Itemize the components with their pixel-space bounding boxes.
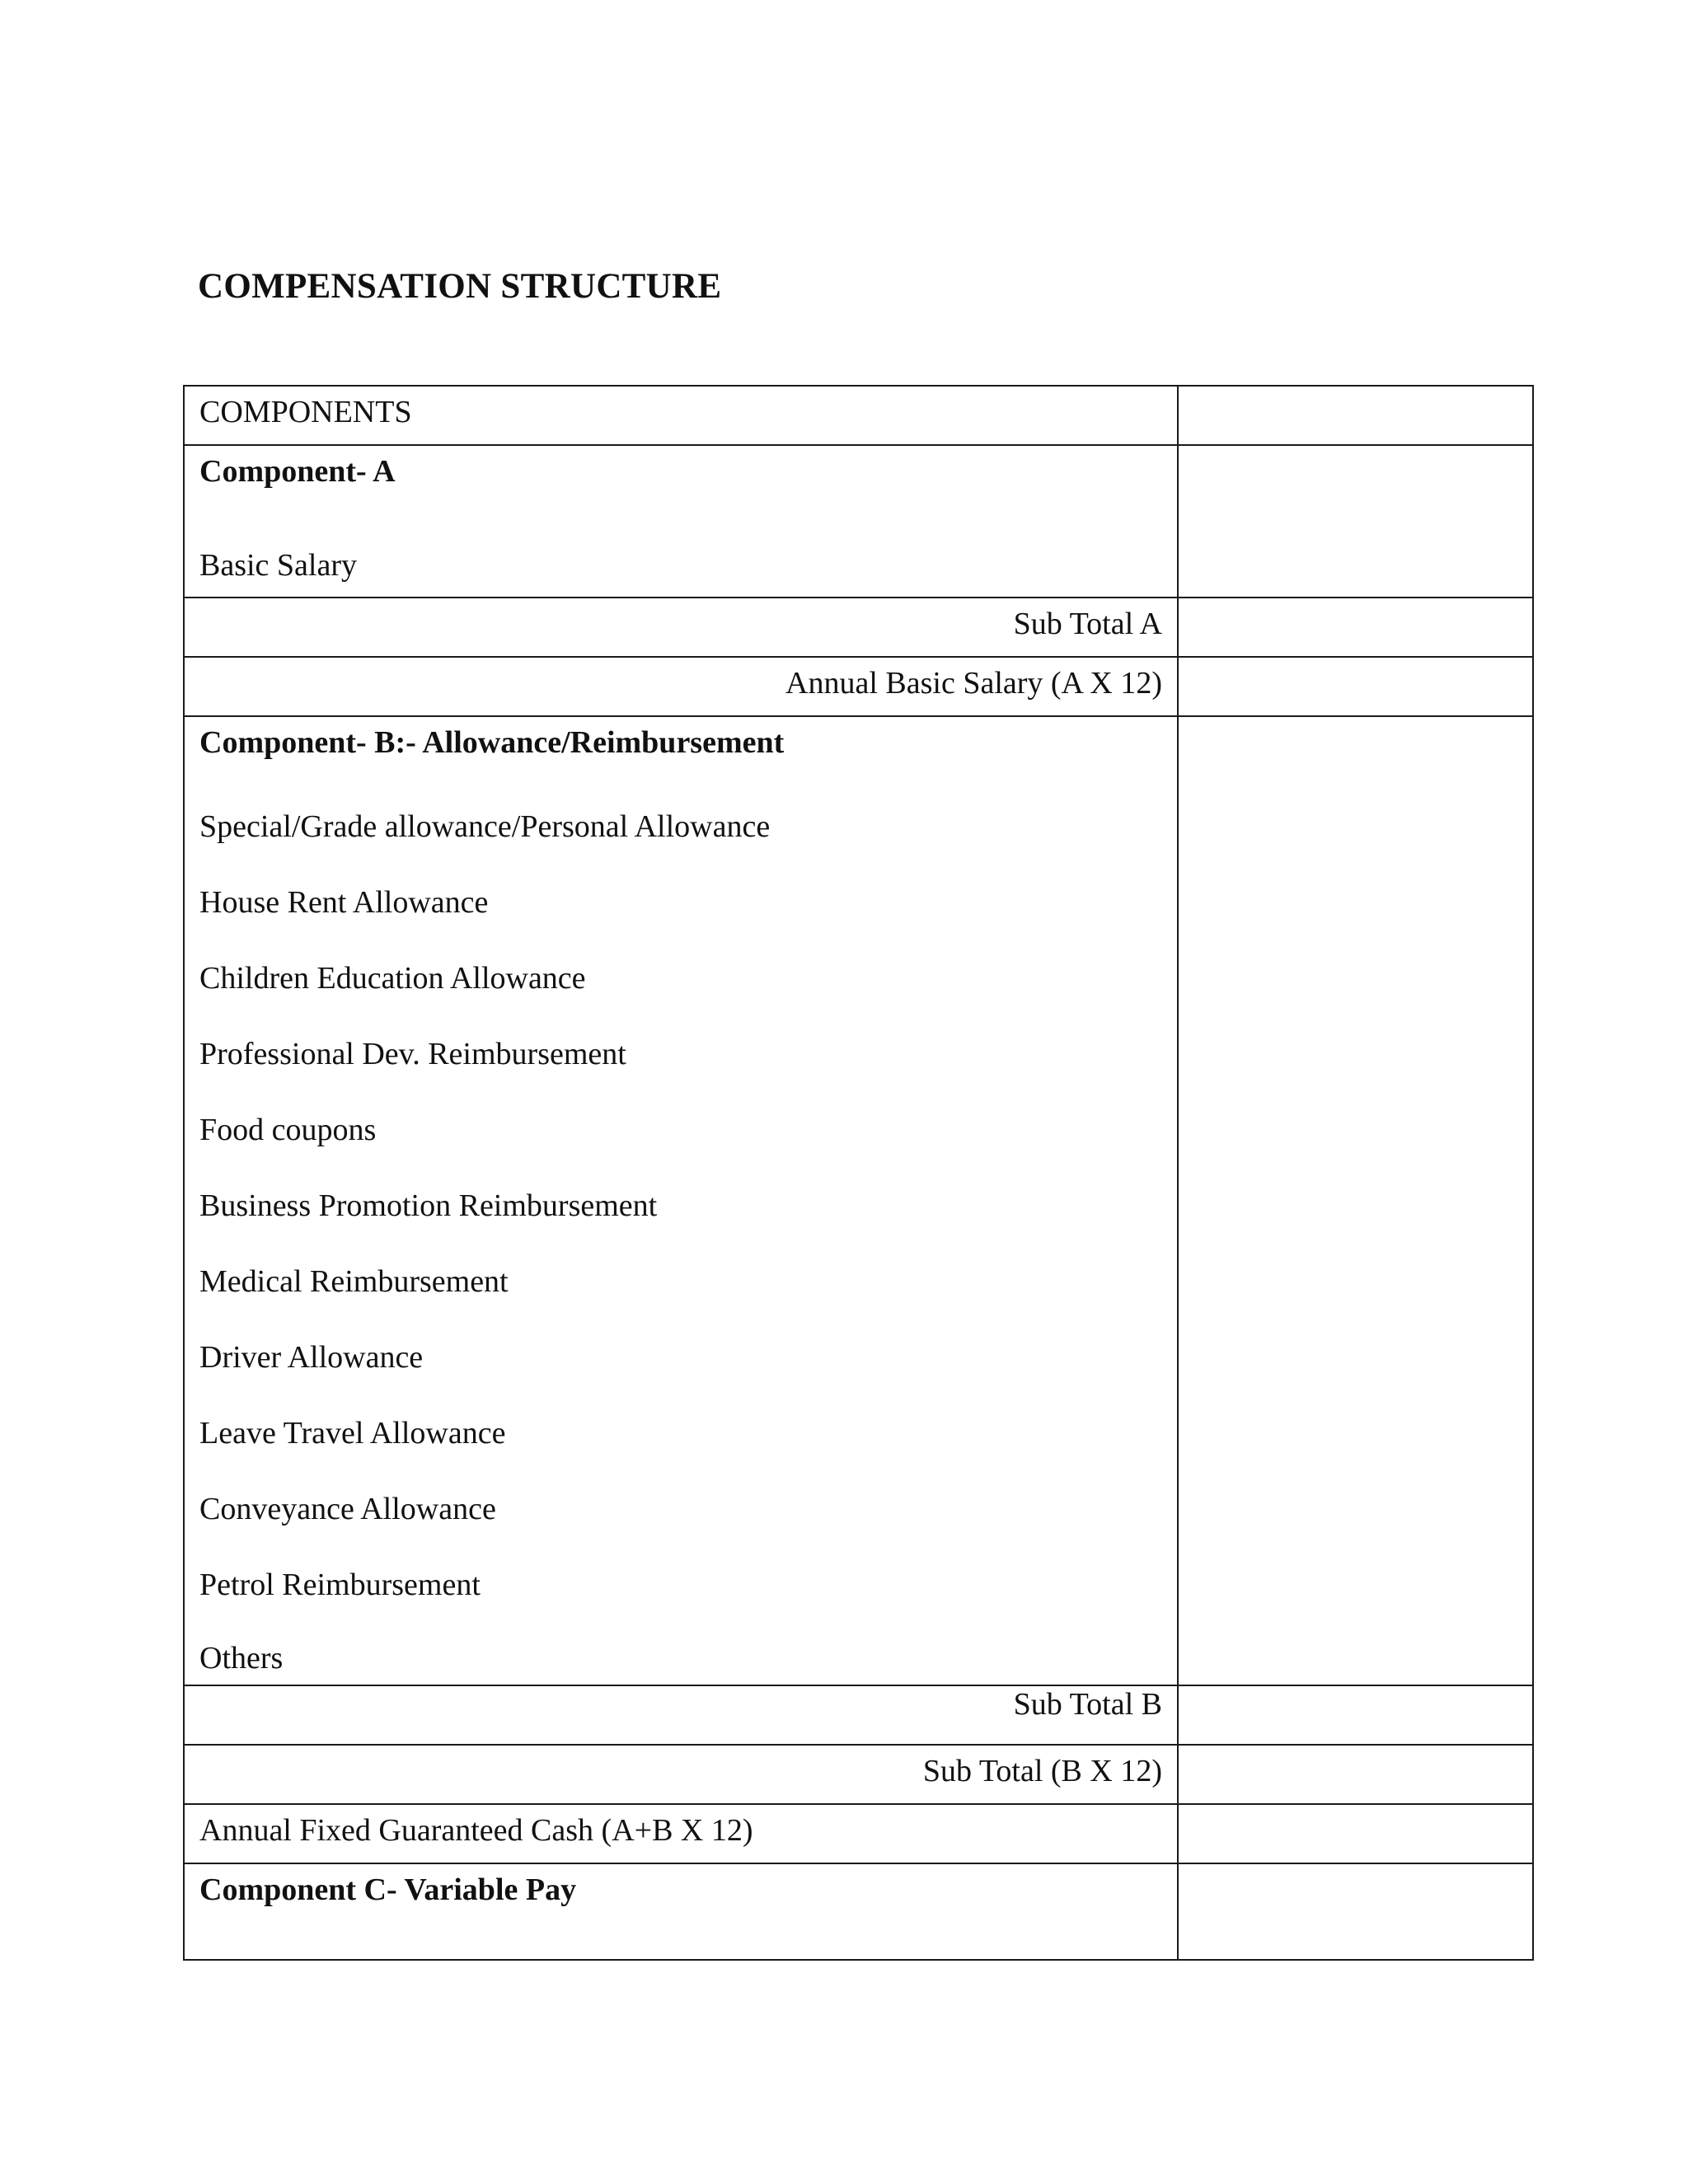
value-cell: [1178, 598, 1533, 657]
annual-basic-cell: [184, 657, 1178, 716]
component-c-row: [184, 1863, 1533, 1960]
list-item: Driver Allowance: [199, 1340, 424, 1375]
component-b-cell: [184, 716, 1178, 1685]
subtotal-b-label: Sub Total B: [1013, 1687, 1162, 1722]
subtotal-b-cell: [184, 1685, 1178, 1745]
list-item: Petrol Reimbursement: [199, 1568, 481, 1602]
list-item: Special/Grade allowance/Personal Allowance: [199, 809, 771, 844]
annual-fixed-row: [184, 1804, 1533, 1863]
annual-b-row: [184, 1745, 1533, 1804]
list-item: Children Education Allowance: [199, 961, 586, 996]
subtotal-b-row: [184, 1685, 1533, 1745]
value-cell: [1178, 716, 1533, 1685]
components-header-label: COMPONENTS: [199, 395, 412, 429]
annual-fixed-cell: [184, 1804, 1178, 1863]
annual-fixed-label: Annual Fixed Guaranteed Cash (A+B X 12): [199, 1813, 753, 1848]
table-header-row: [184, 386, 1533, 445]
value-cell: [1178, 445, 1533, 598]
subtotal-a-label: Sub Total A: [1013, 607, 1162, 641]
subtotal-a-row: [184, 598, 1533, 657]
value-cell: [1178, 657, 1533, 716]
list-item: House Rent Allowance: [199, 885, 489, 920]
annual-basic-row: [184, 657, 1533, 716]
header-cell: [184, 386, 1178, 445]
list-item: Medical Reimbursement: [199, 1264, 509, 1299]
component-a-row: [184, 445, 1533, 598]
value-cell: [1178, 1804, 1533, 1863]
value-cell: [1178, 386, 1533, 445]
component-c-cell: [184, 1863, 1178, 1960]
basic-salary-label: Basic Salary: [199, 548, 358, 583]
page-title: COMPENSATION STRUCTURE: [198, 267, 722, 306]
component-a-cell: [184, 445, 1178, 598]
value-cell: [1178, 1863, 1533, 1960]
list-item: Professional Dev. Reimbursement: [199, 1037, 626, 1071]
subtotal-a-cell: [184, 598, 1178, 657]
list-item: Leave Travel Allowance: [199, 1416, 506, 1451]
list-item: Business Promotion Reimbursement: [199, 1188, 658, 1223]
component-a-heading: Component- A: [199, 454, 396, 489]
component-c-heading: Component C- Variable Pay: [199, 1872, 577, 1907]
list-item: Conveyance Allowance: [199, 1492, 496, 1526]
component-b-heading: Component- B:- Allowance/Reimbursement: [199, 725, 785, 760]
annual-basic-label: Annual Basic Salary (A X 12): [785, 666, 1162, 701]
allowance-list: [199, 808, 1162, 1676]
component-b-row: [184, 716, 1533, 1685]
list-item: Food coupons: [199, 1113, 377, 1147]
compensation-table: [183, 385, 1534, 1961]
value-cell: [1178, 1685, 1533, 1745]
list-item: Others: [199, 1641, 284, 1675]
annual-b-cell: [184, 1745, 1178, 1804]
value-cell: [1178, 1745, 1533, 1804]
annual-b-label: Sub Total (B X 12): [922, 1754, 1162, 1788]
